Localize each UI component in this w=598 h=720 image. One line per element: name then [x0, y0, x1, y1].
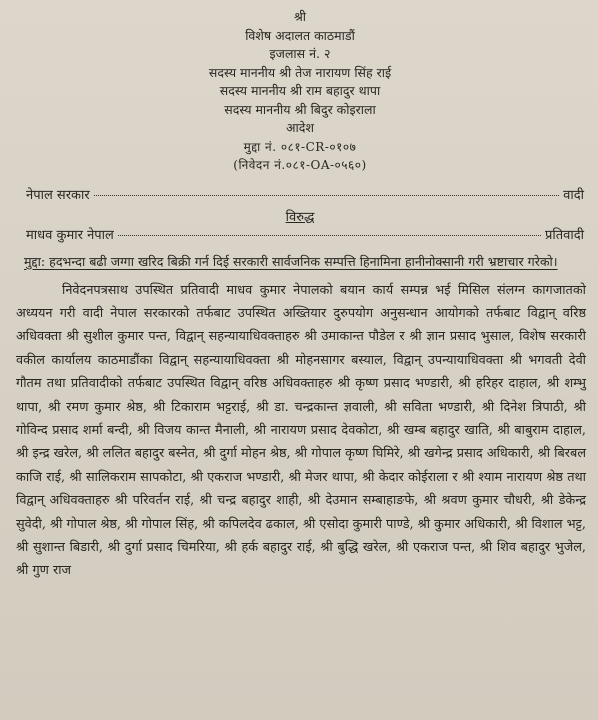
bench-member-2: सदस्य माननीय श्री राम बहादुर थापा — [219, 83, 381, 98]
order-body — [16, 279, 586, 583]
document-header — [12, 8, 588, 175]
order-title: आदेश — [286, 120, 314, 135]
plaintiff-row — [26, 185, 584, 207]
defendant-name: माधव कुमार नेपाल — [26, 227, 114, 243]
dotted-leader — [94, 195, 559, 196]
bench-number: इजलास नं. २ — [269, 46, 331, 61]
defendant-row — [26, 225, 584, 247]
plaintiff-name: नेपाल सरकार — [26, 187, 90, 203]
court-name: विशेष अदालत काठमाडौं — [245, 27, 355, 43]
plaintiff-role: वादी — [563, 187, 584, 203]
case-subject: मुद्दा: हदभन्दा बढी जग्गा खरिद बिक्री गर्न दिई सरकारी सार्वजनिक सम्पत्ति हिनामिना हानीनोक्सानी गरी भ्रष्टाचार गरेको। — [24, 253, 558, 269]
case-number: मुद्दा नं. ०८१-CR-०१०७ — [243, 139, 357, 154]
bench-member-3: सदस्य माननीय श्री बिदुर कोइराला — [224, 101, 376, 117]
body-paragraph: निवेदनपत्रसाथ उपस्थित प्रतिवादी माधव कुमार नेपालको बयान कार्य सम्पन्न भई मिसिल संलग्न कागजातको अध्ययन गरी वादी नेपाल सरकारको तर्फबाट उपस्थित अख्तियार दुरुपयोग अनुसन्धान आयोगको तर्फबाट विद्वान् वरिष्ठ अधिवक्ता श्री सुशील कुमार पन्त, विद्वान् सहन्यायाधिवक्ताहरु श्री उमाकान्त पौडेल र श्री ज्ञान प्रसाद भुसाल, विशेष सरकारी वकील कार्यालय काठमाडौंका विद्वान् सहन्यायाधिवक्ता श्री मोहनसागर बस्याल, विद्वान् उपन्यायाधिवक्ता श्री भगवती देवी गौतम तथा प्रतिवादीको तर्फबाट उपस्थित विद्वान् वरिष्ठ अधिवक्ताहरु श्री कृष्ण प्रसाद भण्डारी, श्री हरिहर दाहाल, श्री शम्भु थापा, श्री रमण कुमार श्रेष्ठ, श्री टिकाराम भट्टराई, श्री डा. चन्द्रकान्त ज्ञवाली, श्री सविता भण्डारी, श्री दिनेश त्रिपाठी, श्री गोविन्द प्रसाद शर्मा बन्दी, श्री विजय कान्त मैनाली, श्री नारायण प्रसाद देवकोटा, श्री खम्ब बहादुर खाति, श्री बाबुराम दाहाल, श्री इन्द्र खरेल, श्री ललित बहादुर बस्नेत, श्री दुर्गा मोहन श्रेष्ठ, श्री गोपाल कृष्ण घिमिरे, श्री खगेन्द्र प्रसाद अधिकारी, श्री बिरबल काजि राई, श्री सालिकराम सापकोटा, श्री एकराज भण्डारी, श्री मेजर थापा, श्री केदार कोईराला र श्री श्याम नारायण श्रेष्ठ तथा विद्वान् अधिवक्ताहरु श्री परिवर्तन राई, श्री चन्द्र बहादुर शाही, श्री देउमान सम्बाहाङफे, श्री श्रवण कुमार चौधरी, श्री डेकेन्द्र सुवेदी, श्री गोपाल श्रेष्ठ, श्री गोपाल सिंह, श्री कपिलदेव ढकाल, श्री एसोदा कुमारी पाण्डे, श्री कुमार अधिकारी, श्री विशाल भट्ट, श्री सुशान्त बिडारी, श्री दुर्गा प्रसाद चिमरिया, श्री हर्क बहादुर राई, श्री बुद्धि खरेल, श्री एकराज पन्त, श्री शिव बहादुर भुजेल, श्री गुण राज — [16, 282, 586, 579]
petition-number: (निवेदन नं.०८१-OA-०५६०) — [233, 158, 367, 172]
bench-member-1: सदस्य माननीय श्री तेज नारायण सिंह राई — [208, 64, 392, 80]
versus-label: विरुद्ध — [285, 209, 315, 225]
header-shree: श्री — [293, 9, 307, 24]
defendant-role: प्रतिवादी — [544, 227, 584, 243]
dotted-leader — [118, 235, 541, 236]
